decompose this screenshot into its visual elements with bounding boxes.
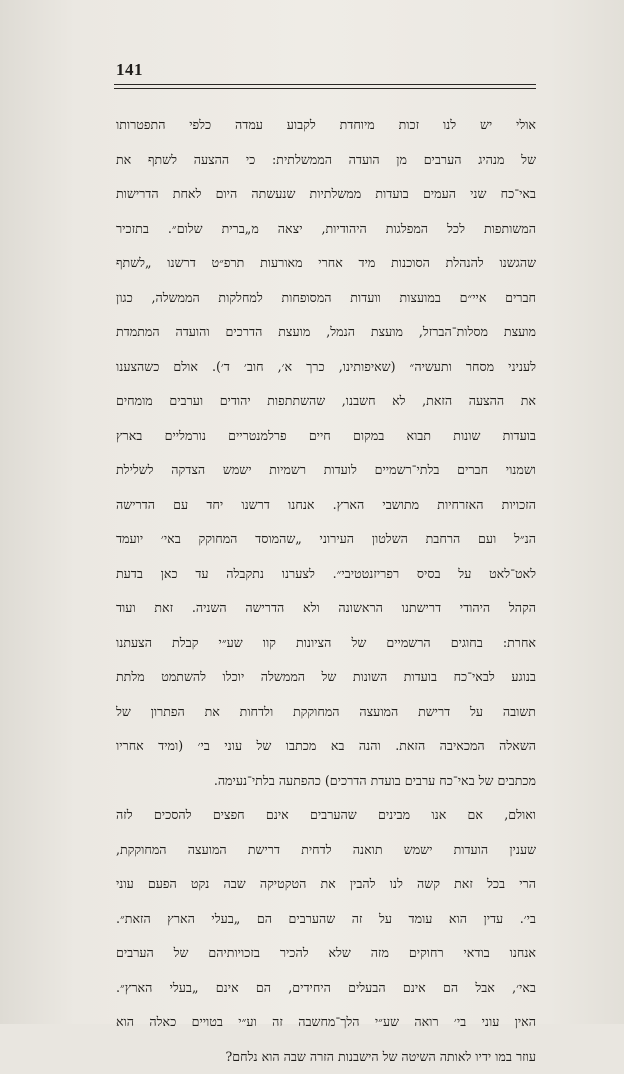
text-line: הרי בכל זאת קשה לנו להבין את הטקטיקה שבה נקט הפעם עוני [116,867,536,902]
text-line: של מנהיג הערבים מן הועדה הממשלתית: כי ההצעה לשתף את [116,143,536,178]
text-line: בי׳. עדין הוא עומד על זה שהערבים הם „בעלי הארץ הזאת״. [116,902,536,937]
page-number: 141 [116,60,143,80]
text-line: בנוגע לבאי־כח בועדות השונות של הממשלה יוכלו להשתמט מלתת [116,660,536,695]
header-rule-top [114,84,536,85]
text-line: תשובה על דרישת המועצה המחוקקת ולדחות את הפתרון של [116,695,536,730]
text-line: אחרת: בחוגים הרשמיים של הציונות קוו שע״י קבלת הצעתנו [116,626,536,661]
text-line: האין עוני בי׳ רואה שע״י הלך־מחשבה זה וע״י בטויים כאלה הוא [116,1005,536,1040]
text-line: השאלה המכאיבה הזאת. והנה בא מכתבו של עוני בי׳ (ומיד אחריו [116,729,536,764]
text-line: אנחנו בודאי רחוקים מזה שלא להכיר בזכויותיהם של הערבים [116,936,536,971]
text-line: שענין הועדות ישמש תואנה לדחית דרישת המועצה המחוקקת, [116,833,536,868]
header-rule-bottom [114,88,536,89]
text-line: חברים איי״ם במועצות וועדות המסופחות למחלקות הממשלה, כגון [116,281,536,316]
text-line: את ההצעה הזאת, לא חשבנו, שהשתתפות יהודים וערבים מומחים [116,384,536,419]
text-line: ושמנוי חברים בלתי־רשמיים לועדות רשמיות ישמש הצדקה לשלילת [116,453,536,488]
text-line: לעניני מסחר ותעשיה״ (שאיפותינו, כרך א׳, חוב׳ ד׳). אולם כשהצענו [116,350,536,385]
text-line: הקהל היהודי דרישתנו הראשונה ולא הדרישה השניה. זאת ועוד [116,591,536,626]
text-line: הנ״ל ועם הרחבת השלטון העירוני „שהמוסד המחוקק באי׳ יועמד [116,522,536,557]
text-line: הזכויות האזרחיות מתושבי הארץ. אנחנו דרשנו יחד עם הדרישה [116,488,536,523]
text-line: באי׳, אבל הם אינם הבעלים היחידים, הם אינם „בעלי הארץ״. [116,971,536,1006]
text-line: אולי יש לנו זכות מיוחדת לקבוע עמדה כלפי התפטרותו [116,108,536,143]
text-line: מועצת מסלות־הברזל, מועצת הנמל, מועצת הדרכים והועדה המתמדת [116,315,536,350]
text-line: בועדות שונות תבוא במקום חיים פרלמנטריים נורמליים בארץ [116,419,536,454]
text-line: מכתבים של באי־כח ערבים בועדת הדרכים) כהפתעה בלתי־נעימה. [116,764,536,799]
text-line: שהגשנו להנהלת הסוכנות מיד אחרי מאורעות תרפ״ט דרשנו „לשתף [116,246,536,281]
text-line: ואולם, אם אנו מבינים שהערבים אינם חפצים להסכים לזה [116,798,536,833]
text-line: לאט־לאט על בסיס רפריזנטטיבי״. לצערנו נתקבלה עד כאן בדעת [116,557,536,592]
text-line: עוזר במו ידיו לאותה השיטה של הישבנות הזרה שבה הוא נלחם? [116,1040,536,1074]
body-text [116,108,536,1074]
text-line: המשותפות לכל המפלגות היהודיות, יצאה מ„ברית שלום״. בתזכיר [116,212,536,247]
text-line: באי־כח שני העמים בועדות ממשלתיות שנעשתה היום לאחת הדרישות [116,177,536,212]
